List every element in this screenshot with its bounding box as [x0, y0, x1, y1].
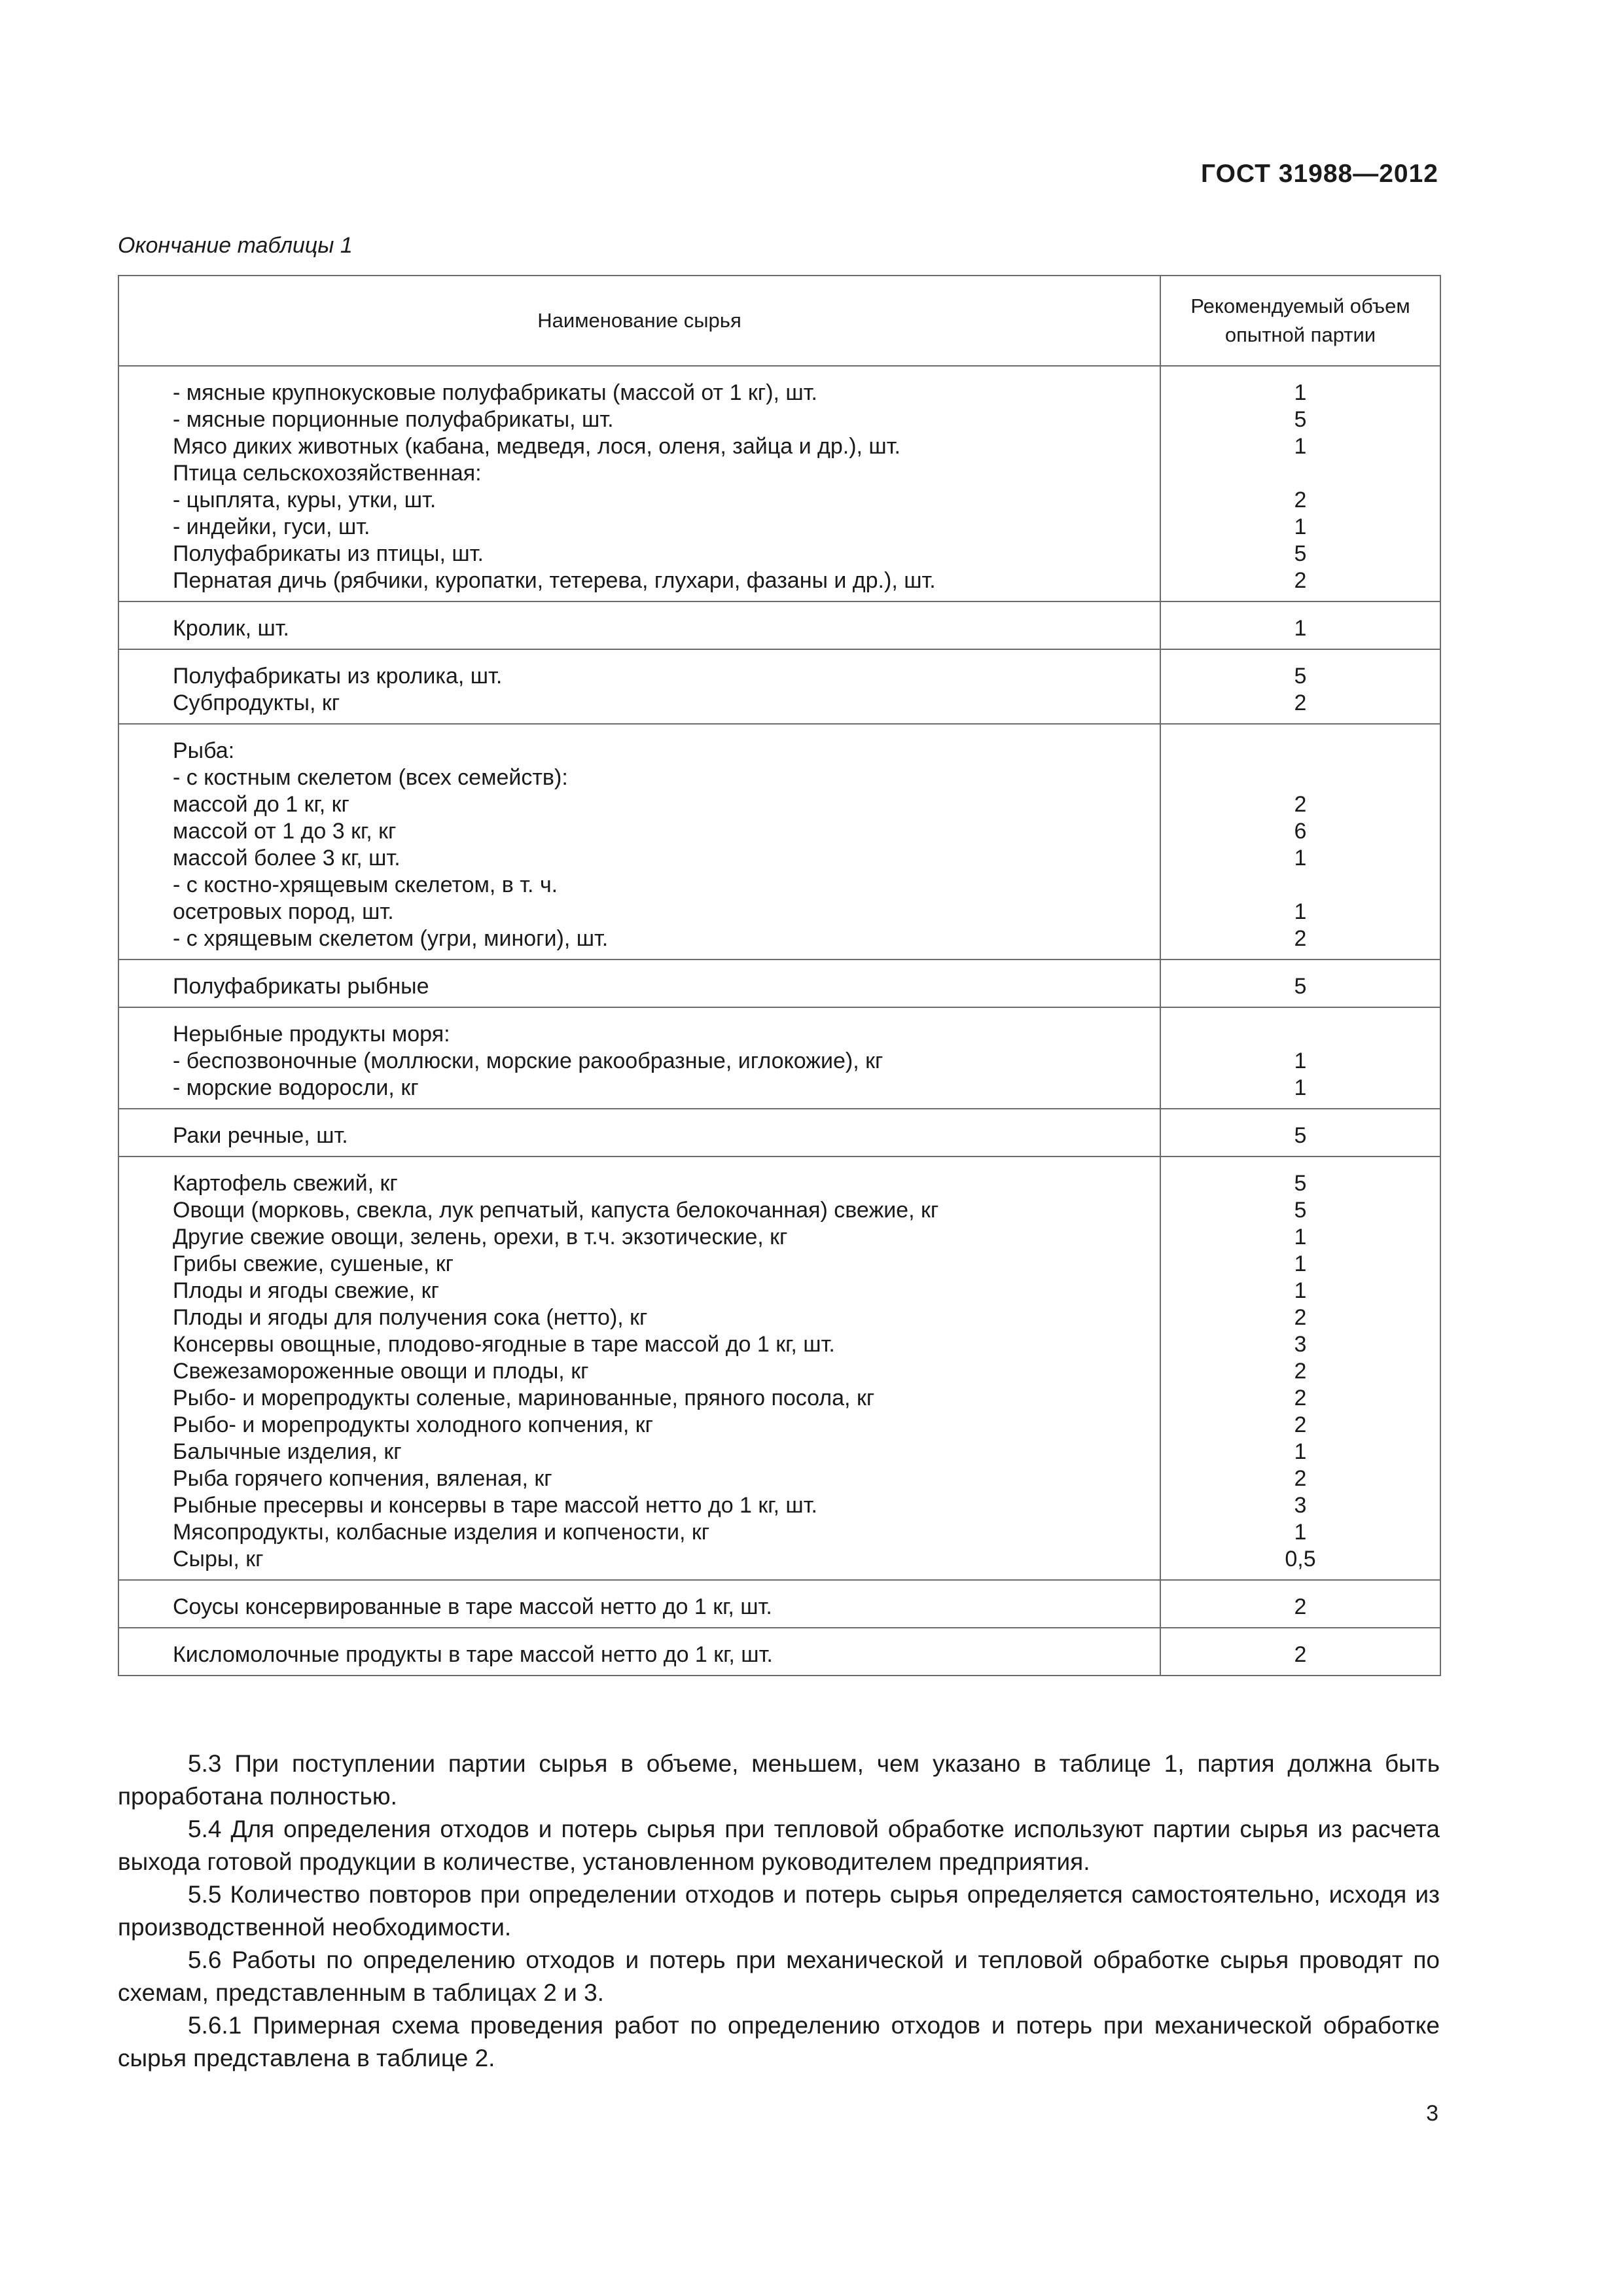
- clause-paragraph: 5.5 Количество повторов при определении отходов и потерь сырья определяется самостоятельно, исходя из производственной необходимости.: [118, 1881, 1440, 1941]
- material-name: Картофель свежий, кг: [173, 1171, 398, 1196]
- material-volume: [1161, 872, 1440, 899]
- table-row-group: [118, 1109, 1440, 1157]
- material-name: Рыбные пресервы и консервы в таре массой нетто до 1 кг, шт.: [173, 1493, 817, 1518]
- material-volume: 2: [1294, 1412, 1307, 1437]
- header-volume-line-2: опытной партии: [1224, 323, 1376, 346]
- header-volume-line-1: Рекомендуемый объем: [1190, 295, 1410, 317]
- material-volume: [1161, 1021, 1440, 1048]
- material-volume: [1161, 738, 1440, 764]
- material-volume: 2: [1294, 691, 1307, 715]
- volume-cell: [1160, 649, 1440, 724]
- material-name: осетровых пород, шт.: [173, 899, 394, 924]
- material-names-cell: [118, 1628, 1160, 1676]
- material-volume: 2: [1294, 1305, 1307, 1330]
- material-volume: 3: [1294, 1332, 1307, 1357]
- clause-paragraph: 5.6.1 Примерная схема проведения работ по определению отходов и потерь при механической обработке сырья представлена в таблице 2.: [118, 2012, 1440, 2072]
- material-name: Плоды и ягоды свежие, кг: [173, 1278, 439, 1303]
- material-names-cell: [118, 1007, 1160, 1109]
- material-name: Полуфабрикаты из птицы, шт.: [173, 541, 484, 566]
- material-volume: 2: [1294, 568, 1307, 593]
- material-name: - цыплята, куры, утки, шт.: [173, 488, 437, 512]
- material-names-cell: [118, 1157, 1160, 1580]
- material-name: - мясные порционные полуфабрикаты, шт.: [173, 407, 614, 432]
- material-volume: 1: [1294, 434, 1307, 459]
- material-name: - мясные крупнокусковые полуфабрикаты (массой от 1 кг), шт.: [173, 380, 817, 405]
- material-volume: 0,5: [1285, 1547, 1316, 1571]
- volume-cell: [1160, 1109, 1440, 1157]
- material-volume: [1161, 460, 1440, 487]
- material-volume: 1: [1294, 846, 1307, 870]
- table-row-group: [118, 724, 1440, 960]
- material-name: Другие свежие овощи, зелень, орехи, в т.ч. экзотические, кг: [173, 1225, 788, 1249]
- volume-cell: [1160, 1580, 1440, 1628]
- material-volume: 1: [1294, 1278, 1307, 1303]
- material-volume: 1: [1294, 1439, 1307, 1464]
- material-names-cell: [118, 724, 1160, 960]
- header-recommended-volume: [1160, 276, 1440, 366]
- material-names-cell: [118, 1580, 1160, 1628]
- material-name: Кролик, шт.: [173, 616, 290, 641]
- material-names-cell: [118, 960, 1160, 1007]
- material-volume: 1: [1294, 899, 1307, 924]
- material-name: Полуфабрикаты рыбные: [173, 974, 429, 999]
- table-row-group: [118, 1628, 1440, 1676]
- material-volume: 5: [1294, 1123, 1307, 1148]
- volume-cell: [1160, 724, 1440, 960]
- raw-materials-table: [118, 275, 1441, 1676]
- material-volume: 2: [1294, 488, 1307, 512]
- volume-cell: [1160, 1007, 1440, 1109]
- material-names-cell: [118, 1109, 1160, 1157]
- header-material-name: Наименование сырья: [118, 276, 1160, 366]
- material-name: Рыбо- и морепродукты соленые, маринованные, пряного посола, кг: [173, 1386, 875, 1410]
- material-name: массой более 3 кг, шт.: [173, 846, 401, 870]
- material-name: Рыба горячего копчения, вяленая, кг: [173, 1466, 552, 1491]
- material-name: массой от 1 до 3 кг, кг: [173, 819, 397, 844]
- document-code: ГОСТ 31988—2012: [1201, 160, 1438, 188]
- material-volume: 2: [1294, 1359, 1307, 1384]
- material-name: Сыры, кг: [173, 1547, 264, 1571]
- material-name: - беспозвоночные (моллюски, морские ракообразные, иглокожие), кг: [173, 1049, 883, 1073]
- material-name: - индейки, гуси, шт.: [173, 514, 370, 539]
- material-name: Кисломолочные продукты в таре массой нетто до 1 кг, шт.: [173, 1642, 773, 1667]
- material-volume: 2: [1294, 926, 1307, 951]
- volume-cell: [1160, 601, 1440, 649]
- material-volume: 3: [1294, 1493, 1307, 1518]
- table-row-group: [118, 1007, 1440, 1109]
- material-name: Пернатая дичь (рябчики, куропатки, тетерева, глухари, фазаны и др.), шт.: [173, 568, 936, 593]
- material-names-cell: [118, 601, 1160, 649]
- material-name: Рыбо- и морепродукты холодного копчения, кг: [173, 1412, 654, 1437]
- page-number: 3: [1426, 2101, 1438, 2126]
- volume-cell: [1160, 960, 1440, 1007]
- table-caption: Окончание таблицы 1: [118, 233, 353, 258]
- material-volume: 1: [1294, 1520, 1307, 1545]
- material-name: Консервы овощные, плодово-ягодные в таре массой до 1 кг, шт.: [173, 1332, 835, 1357]
- material-volume: 1: [1294, 1075, 1307, 1100]
- material-volume: 2: [1294, 1642, 1307, 1667]
- material-name: Грибы свежие, сушеные, кг: [173, 1251, 454, 1276]
- material-name: Субпродукты, кг: [173, 691, 340, 715]
- clause-paragraph: 5.4 Для определения отходов и потерь сырья при тепловой обработке используют партии сырья из расчета выхода готовой продукции в количестве, установленном руководителем предприятия.: [118, 1816, 1440, 1875]
- table-row-group: [118, 1580, 1440, 1628]
- material-volume: 5: [1294, 974, 1307, 999]
- table-row-group: [118, 601, 1440, 649]
- volume-cell: [1160, 1628, 1440, 1676]
- clause-paragraph: 5.6 Работы по определению отходов и потерь при механической и тепловой обработке сырья проводят по схемам, представленным в таблицах 2 и 3.: [118, 1946, 1440, 2006]
- material-name: Птица сельскохозяйственная:: [173, 461, 482, 486]
- material-name: Мясо диких животных (кабана, медведя, лося, оленя, зайца и др.), шт.: [173, 434, 901, 459]
- table-row-group: [118, 649, 1440, 724]
- material-name: Балычные изделия, кг: [173, 1439, 402, 1464]
- material-name: - с костным скелетом (всех семейств):: [173, 765, 568, 790]
- material-volume: 1: [1294, 616, 1307, 641]
- clause-paragraph: 5.3 При поступлении партии сырья в объеме, меньшем, чем указано в таблице 1, партия должна быть проработана полностью.: [118, 1750, 1440, 1810]
- volume-cell: [1160, 1157, 1440, 1580]
- material-name: Рыба:: [173, 738, 235, 763]
- table-row-group: [118, 960, 1440, 1007]
- material-name: Мясопродукты, колбасные изделия и копчености, кг: [173, 1520, 710, 1545]
- material-volume: 1: [1294, 1251, 1307, 1276]
- material-name: Свежезамороженные овощи и плоды, кг: [173, 1359, 589, 1384]
- material-volume: 1: [1294, 1225, 1307, 1249]
- material-volume: [1161, 764, 1440, 791]
- material-name: Плоды и ягоды для получения сока (нетто), кг: [173, 1305, 648, 1330]
- material-name: Полуфабрикаты из кролика, шт.: [173, 664, 503, 689]
- material-names-cell: [118, 366, 1160, 601]
- material-volume: 5: [1294, 407, 1307, 432]
- material-volume: 2: [1294, 1386, 1307, 1410]
- material-name: Нерыбные продукты моря:: [173, 1022, 450, 1047]
- material-volume: 5: [1294, 1171, 1307, 1196]
- material-volume: 2: [1294, 792, 1307, 817]
- material-volume: 2: [1294, 1466, 1307, 1491]
- material-name: массой до 1 кг, кг: [173, 792, 349, 817]
- material-names-cell: [118, 649, 1160, 724]
- material-volume: 2: [1294, 1594, 1307, 1619]
- body-text: [118, 1748, 1440, 2075]
- table-row-group: [118, 1157, 1440, 1580]
- material-volume: 1: [1294, 1049, 1307, 1073]
- material-name: - с хрящевым скелетом (угри, миноги), шт.: [173, 926, 609, 951]
- material-volume: 5: [1294, 664, 1307, 689]
- table-header-row: [118, 276, 1440, 366]
- material-name: Раки речные, шт.: [173, 1123, 348, 1148]
- material-volume: 5: [1294, 1198, 1307, 1223]
- material-volume: 1: [1294, 514, 1307, 539]
- material-volume: 5: [1294, 541, 1307, 566]
- material-name: - с костно-хрящевым скелетом, в т. ч.: [173, 872, 558, 897]
- volume-cell: [1160, 366, 1440, 601]
- material-volume: 1: [1294, 380, 1307, 405]
- material-volume: 6: [1294, 819, 1307, 844]
- material-name: Овощи (морковь, свекла, лук репчатый, капуста белокочанная) свежие, кг: [173, 1198, 939, 1223]
- material-name: Соусы консервированные в таре массой нетто до 1 кг, шт.: [173, 1594, 772, 1619]
- table-row-group: [118, 366, 1440, 601]
- material-name: - морские водоросли, кг: [173, 1075, 419, 1100]
